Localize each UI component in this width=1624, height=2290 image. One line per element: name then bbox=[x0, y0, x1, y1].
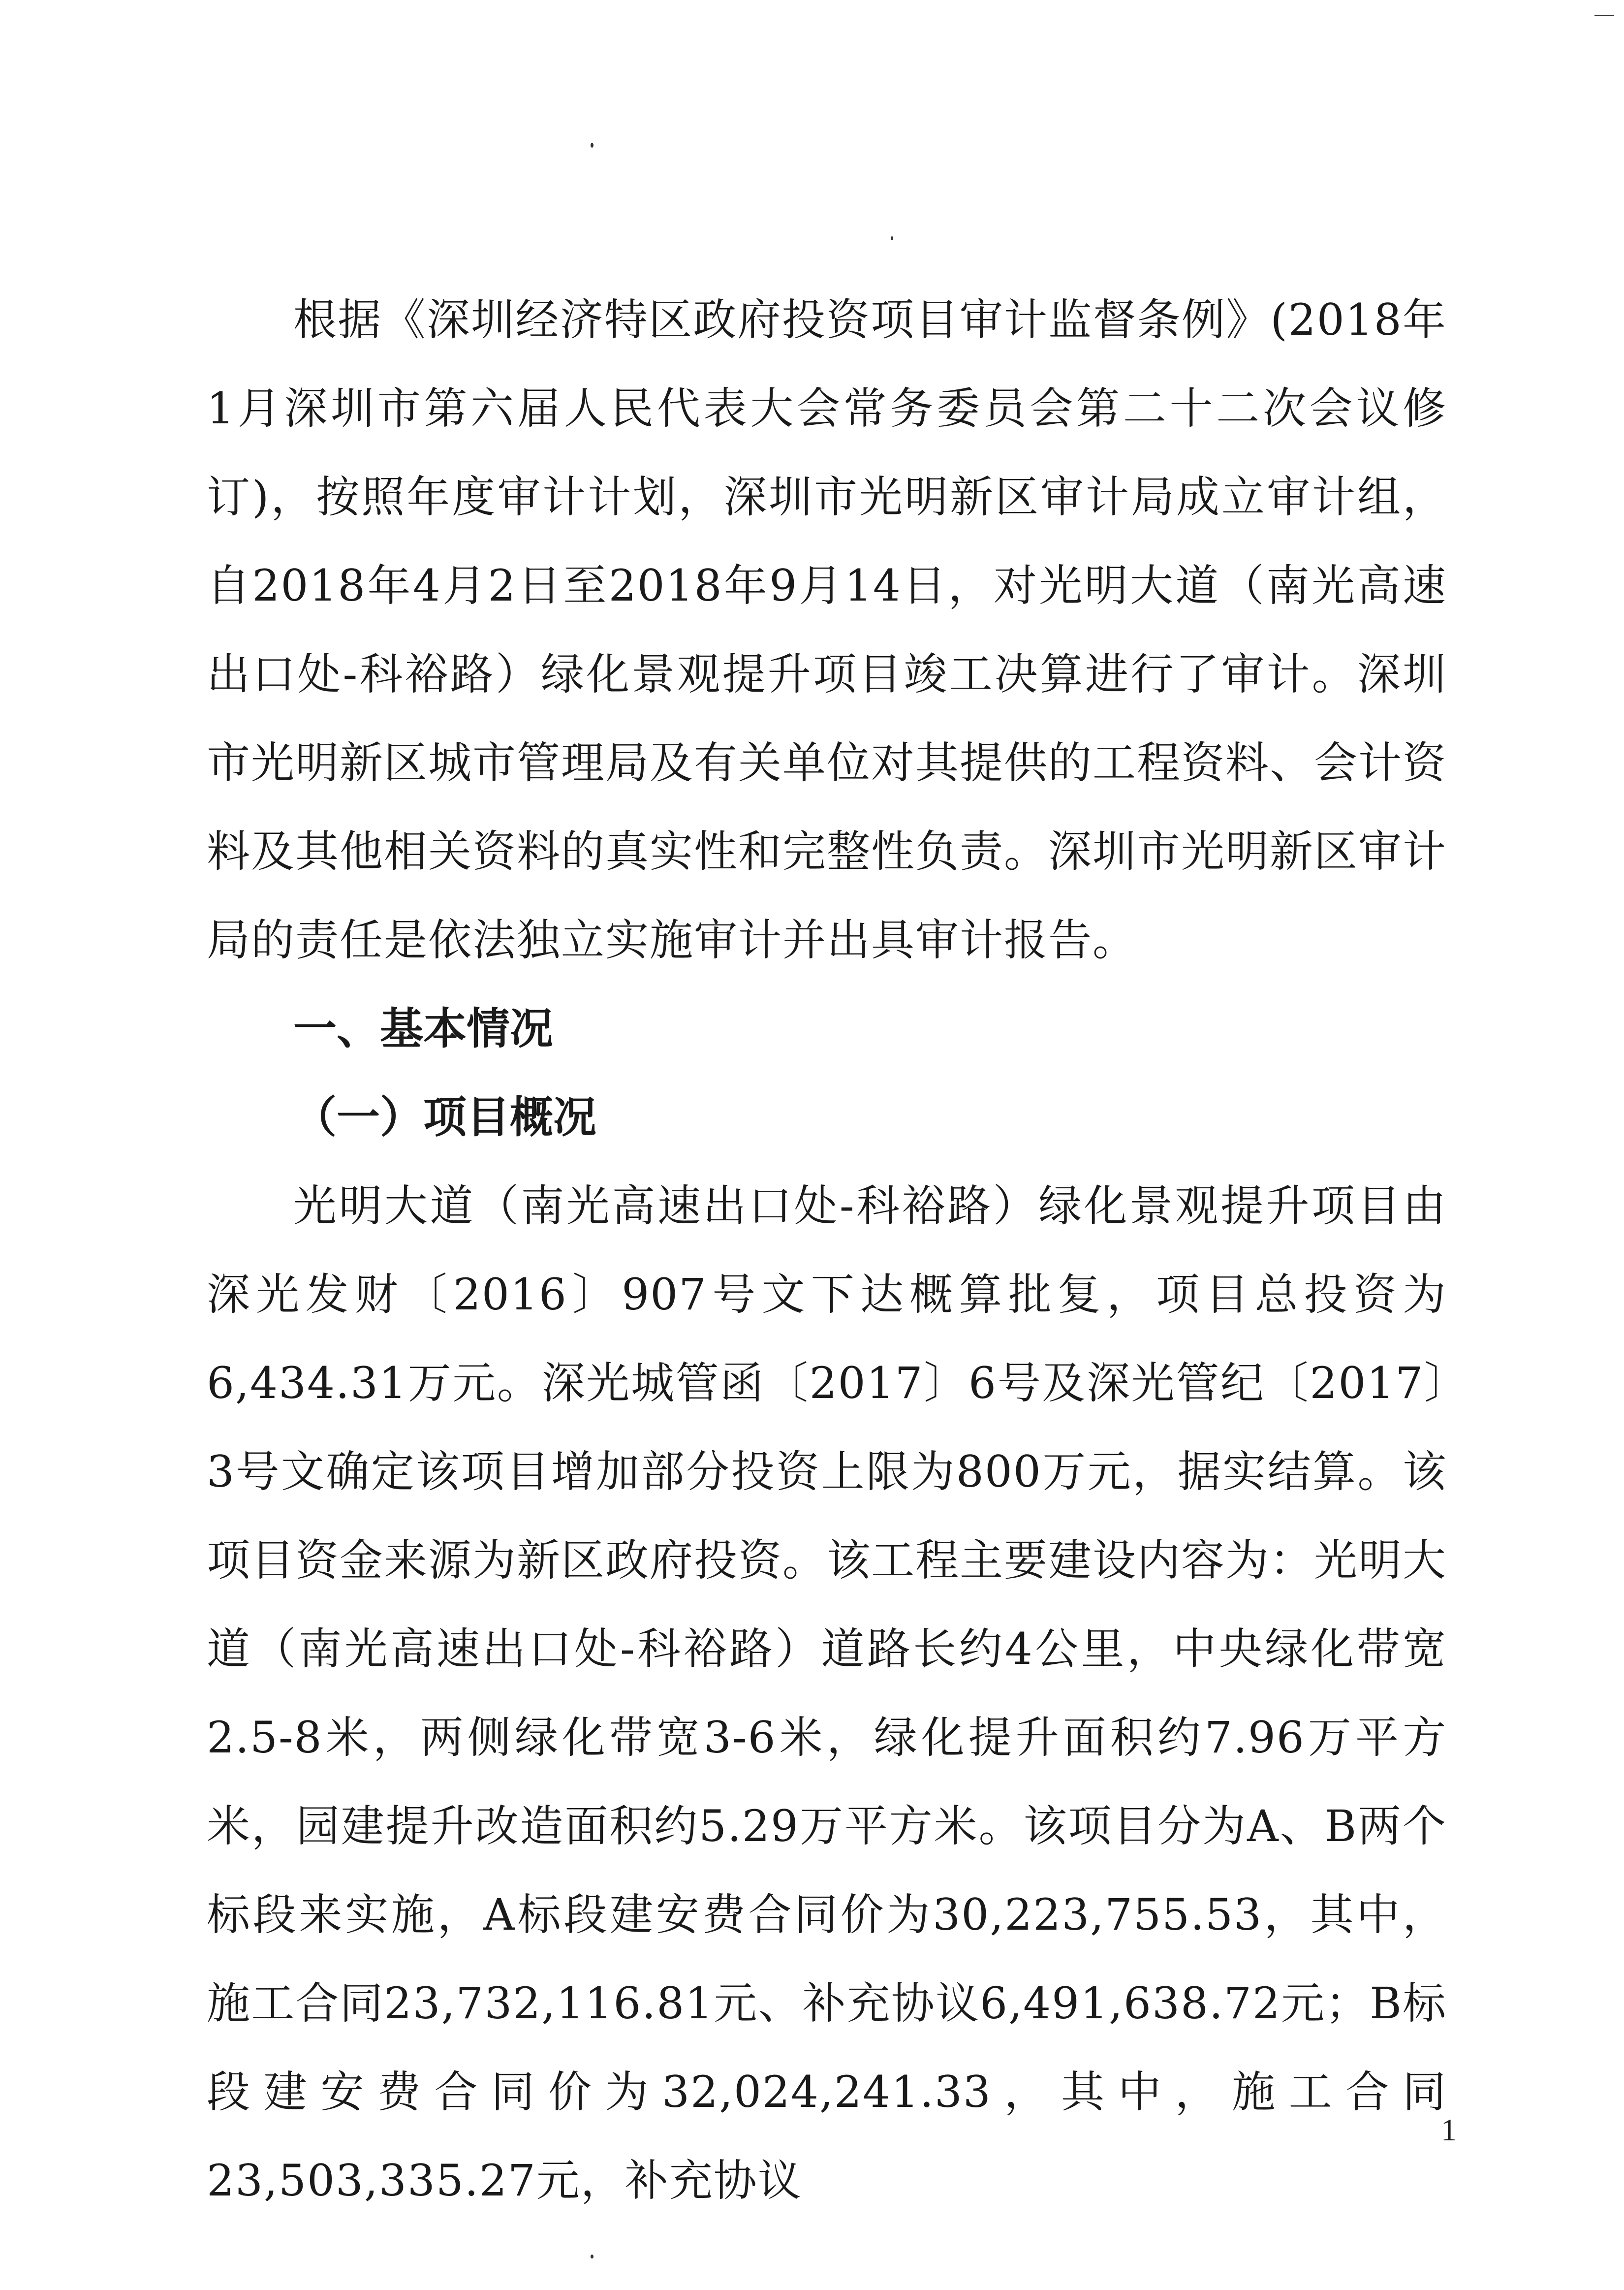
scan-speck bbox=[591, 2255, 593, 2258]
section-heading-basic-info: 一、基本情况 bbox=[293, 1003, 554, 1054]
page-number: 1 bbox=[1441, 2112, 1457, 2147]
subsection-heading-project-overview: （一）项目概况 bbox=[293, 1092, 597, 1143]
document-page bbox=[207, 276, 1447, 2225]
intro-paragraph: 根据《深圳经济特区政府投资项目审计监督条例》(2018年1月深圳市第六届人民代表大会常务委员会第二十二次会议修订)，按照年度审计计划，深圳市光明新区审计局成立审计组，自2018年4月2日至2018年9月14日，对光明大道（南光高速出口处-科裕路）绿化景观提升项目竣工决算进行了审计。深圳市光明新区城市管理局及有关单位对其提供的工程资料、会计资料及其他相关资料的真实性和完整性负责。深圳市光明新区审计局的责任是依法独立实施审计并出具审计报告。 bbox=[207, 294, 1447, 965]
project-overview-paragraph: 光明大道（南光高速出口处-科裕路）绿化景观提升项目由深光发财〔2016〕907号文下达概算批复，项目总投资为6,434.31万元。深光城管函〔2017〕6号及深光管纪〔2017〕3号文确定该项目增加部分投资上限为800万元，据实结算。该项目资金来源为新区政府投资。该工程主要建设内容为：光明大道（南光高速出口处-科裕路）道路长约4公里，中央绿化带宽2.5-8米，两侧绿化带宽3-6米，绿化提升面积约7.96万平方米，园建提升改造面积约5.29万平方米。该项目分为A、B两个标段来实施，A标段建安费合同价为30,223,755.53，其中，施工合同23,732,116.81元、补充协议6,491,638.72元；B标段建安费合同价为32,024,241.33，其中，施工合同23,503,335.27元，补充协议 bbox=[207, 1180, 1447, 2206]
scan-speck bbox=[591, 143, 593, 148]
scan-speck bbox=[1594, 15, 1614, 16]
scan-speck bbox=[891, 236, 893, 240]
